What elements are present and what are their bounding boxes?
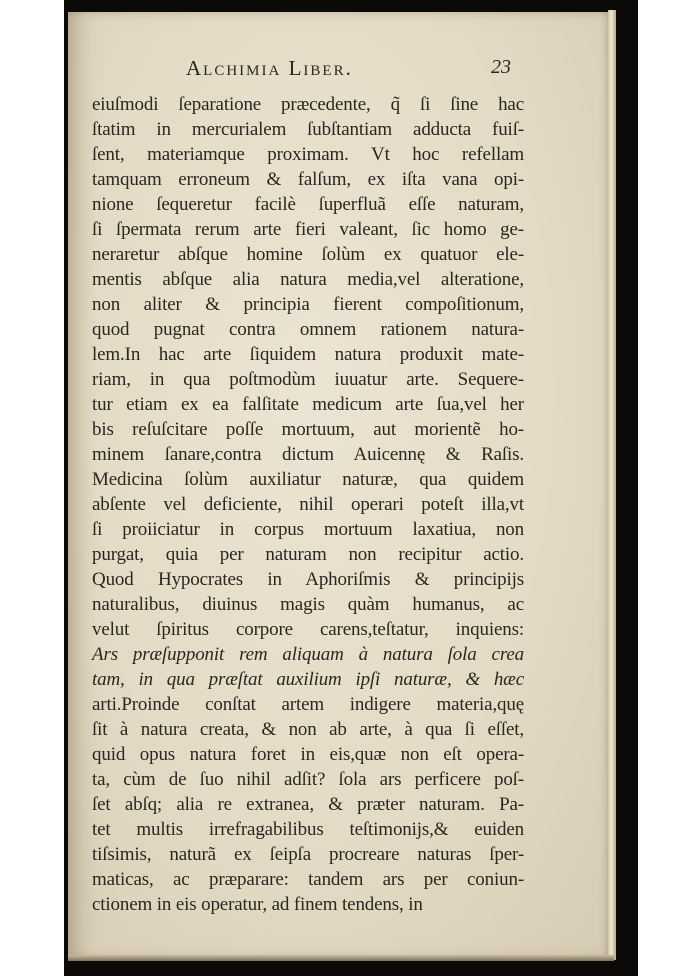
text-line: tam, in qua præſtat auxilium ipſi naturæ, & hæc xyxy=(92,669,524,690)
page-header xyxy=(186,56,516,82)
text-line: tiſsimis, naturã ex ſeipſa procreare naturas ſper- xyxy=(92,844,524,865)
text-line: minem ſanare,contra dictum Auicennę & Raſis. xyxy=(92,444,524,465)
text-line: arti.Proinde conſtat artem indigere materia,quę xyxy=(92,694,524,715)
text-line: ta, cùm de ſuo nihil adſit? ſola ars perficere poſ- xyxy=(92,769,524,790)
text-line: riam, in qua poſtmodùm iuuatur arte. Sequere- xyxy=(92,369,524,390)
text-line: tur etiam ex ea falſitate medicum arte ſua,vel her xyxy=(92,394,524,415)
text-line: Quod Hypocrates in Aphoriſmis & principijs xyxy=(92,569,524,590)
page-edge xyxy=(608,10,616,960)
text-line: ctionem in eis operatur, ad finem tendens, in xyxy=(92,894,423,915)
running-title: Alchimia Liber. xyxy=(186,56,353,80)
text-line: Medicina ſolùm auxiliatur naturæ, qua quidem xyxy=(92,469,524,490)
text-line: velut ſpiritus corpore carens,teſtatur, inquiens: xyxy=(92,619,524,640)
text-line: ſi ſpermata rerum arte fieri valeant, ſic homo ge- xyxy=(92,219,524,240)
body-text xyxy=(92,92,524,917)
text-line: nione ſequeretur facilè ſuperfluã eſſe naturam, xyxy=(92,194,524,215)
text-line: bis reſuſcitare poſſe mortuum, aut morientẽ ho- xyxy=(92,419,524,440)
text-line: lem.In hac arte ſiquidem natura produxit mate- xyxy=(92,344,524,365)
page-number: 23 xyxy=(491,56,511,78)
text-line: ſet abſq; alia re extranea, & præter naturam. Pa- xyxy=(92,794,524,815)
text-line: ſit à natura creata, & non ab arte, à qua ſi eſſet, xyxy=(92,719,524,740)
text-line: ſtatim in mercurialem ſubſtantiam adducta fuiſ- xyxy=(92,119,524,140)
text-line: mentis abſque alia natura media,vel alteratione, xyxy=(92,269,524,290)
text-line: non aliter & principia fierent compoſitionum, xyxy=(92,294,524,315)
text-line: naturalibus, diuinus magis quàm humanus, ac xyxy=(92,594,524,615)
text-line: tet multis irrefragabilibus teſtimonijs,& euiden xyxy=(92,819,524,840)
text-line: quod pugnat contra omnem rationem natura- xyxy=(92,319,524,340)
page-bottom-edge xyxy=(68,955,614,961)
text-line: ſi proiiciatur in corpus mortuum laxatiua, non xyxy=(92,519,524,540)
text-line: tamquam erroneum & falſum, ex iſta vana opi- xyxy=(92,169,524,190)
text-line: maticas, ac præparare: tandem ars per coniun- xyxy=(92,869,524,890)
text-line: quid opus natura foret in eis,quæ non eſt opera- xyxy=(92,744,524,765)
text-line: abſente vel deficiente, nihil operari poteſt illa,vt xyxy=(92,494,524,515)
text-line: eiuſmodi ſeparatione præcedente, q̃ ſi ſine hac xyxy=(92,94,524,115)
text-line: neraretur abſque homine ſolùm ex quatuor ele- xyxy=(92,244,524,265)
text-line: ſent, materiamque proximam. Vt hoc refellam xyxy=(92,144,524,165)
text-line: purgat, quia per naturam non recipitur actio. xyxy=(92,544,524,565)
text-line: Ars præſupponit rem aliquam à natura ſola crea xyxy=(92,644,524,665)
